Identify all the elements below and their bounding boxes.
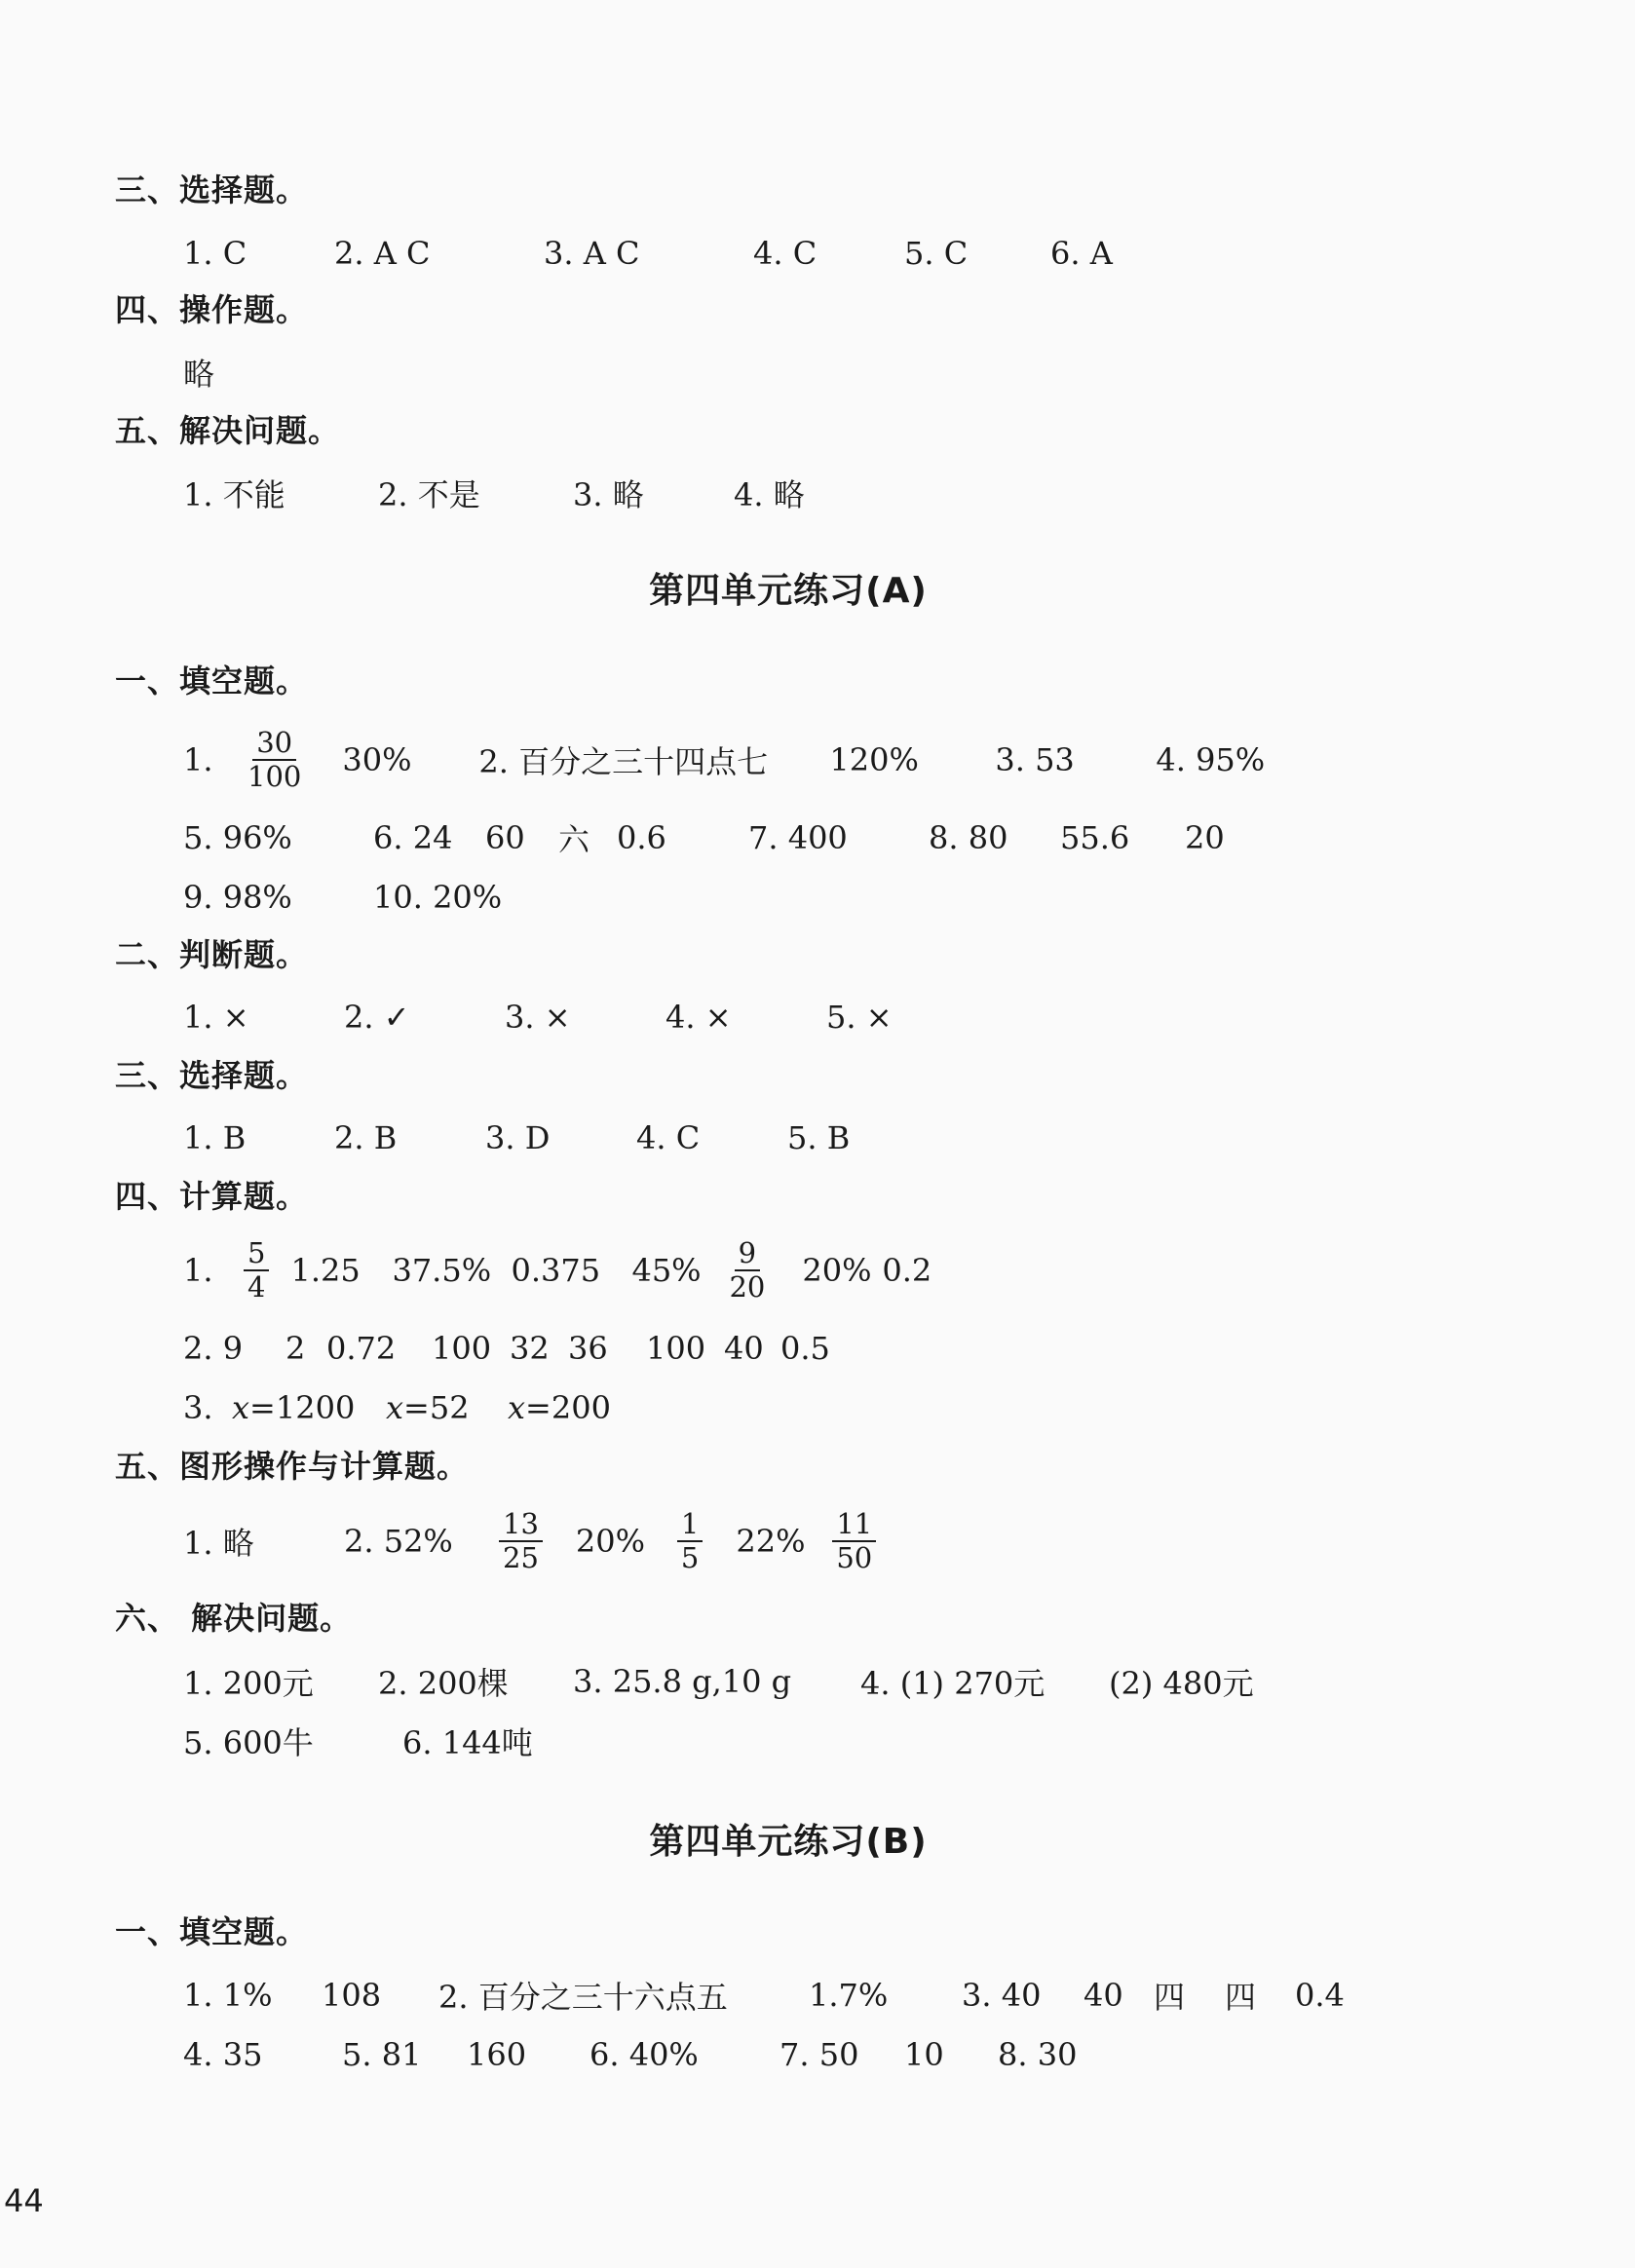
answer: 3. 略 <box>573 476 644 513</box>
answer: 6. 24 <box>373 819 453 856</box>
unit-a-calc-row-3: 3. x=1200 x=52 x=200 <box>183 1389 611 1426</box>
equation: x=1200 <box>232 1389 356 1426</box>
answer: 40 <box>724 1330 764 1367</box>
unit-a-shape-heading: 五、图形操作与计算题。 <box>115 1448 470 1485</box>
answer: 4. 35 <box>183 2036 263 2073</box>
answer: 2. 200棵 <box>378 1665 509 1702</box>
fraction: $\frac{11}{50}$ <box>832 1508 876 1575</box>
answer: 四 <box>1154 1979 1186 2016</box>
unit-b-fill-row-2 <box>183 2025 1077 2084</box>
answer: 7. 50 <box>779 2036 859 2073</box>
answer: 8. 30 <box>998 2036 1078 2073</box>
problem-answers-row <box>183 464 805 522</box>
answer: 0.2 <box>882 1252 932 1289</box>
answer: 36 <box>568 1330 608 1367</box>
answer: 1. C <box>183 235 247 272</box>
unit-a-judge-heading: 二、判断题。 <box>115 936 309 973</box>
answer: 1. 200元 <box>183 1665 314 1702</box>
answer: 4. 95% <box>1156 741 1266 778</box>
unit-a-choice-row <box>183 1109 850 1167</box>
unit-a-fill-heading: 一、填空题。 <box>115 662 309 699</box>
answer: 3. A C <box>544 235 640 272</box>
equation: x=200 <box>508 1389 611 1426</box>
answer: 55.6 <box>1060 819 1130 856</box>
answer: 10. 20% <box>373 879 503 916</box>
fraction: $\frac{5}{4}$ <box>244 1237 269 1304</box>
answer: 20% <box>575 1523 646 1560</box>
answer: 2. A C <box>334 235 431 272</box>
answer: 6. A <box>1050 235 1113 272</box>
answer: 3. × <box>505 999 571 1036</box>
unit-b-fill-heading: 一、填空题。 <box>115 1913 309 1950</box>
answer: 6. 144吨 <box>402 1724 533 1761</box>
unit-a-calc-row-2 <box>183 1319 830 1378</box>
answer: 六 <box>558 821 590 858</box>
answer: 2. B <box>334 1119 398 1156</box>
unit-a-judge-row <box>183 988 893 1046</box>
unit-a-fill-row-3 <box>183 868 502 926</box>
answer: 30% <box>342 741 412 778</box>
answer: 40 <box>1084 1977 1123 2014</box>
answer: 2. ✓ <box>344 999 410 1036</box>
answer: 160 <box>467 2036 527 2073</box>
operation-answer: 略 <box>183 356 215 393</box>
unit-a-shape-row <box>183 1506 880 1574</box>
answer: 2. 百分之三十四点七 <box>478 743 769 780</box>
answer: 108 <box>322 1977 382 2014</box>
answer: 3. 40 <box>962 1977 1042 2014</box>
answer: 5. C <box>904 235 969 272</box>
answer: 2. 9 <box>183 1330 244 1367</box>
answer: 5. 600牛 <box>183 1724 314 1761</box>
unit-b-fill-row-1 <box>183 1966 1345 2024</box>
answer: 2. 52% <box>344 1523 453 1560</box>
answer: 2. 百分之三十六点五 <box>438 1979 728 2016</box>
page-number: 44 <box>4 2182 44 2219</box>
answer: 1. 不能 <box>183 476 285 513</box>
section-heading-operation: 四、操作题。 <box>115 291 309 328</box>
answer: 6. 40% <box>589 2036 699 2073</box>
answer: 7. 400 <box>748 819 848 856</box>
unit-a-calc-row-1: 1. $\frac{5}{4}$ 1.25 37.5% 0.375 45% $\frac{9}{20}$ 20% 0.2 <box>183 1235 932 1304</box>
answer: 120% <box>829 741 919 778</box>
answer: 22% <box>736 1523 806 1560</box>
answer: 45% <box>631 1252 702 1289</box>
unit-b-title: 第四单元练习(B) <box>649 1822 928 1862</box>
answer: 5. × <box>826 999 893 1036</box>
answer: 9. 98% <box>183 879 292 916</box>
answer: 4. × <box>665 999 732 1036</box>
answer: 1.7% <box>809 1977 889 2014</box>
answer: 1. × <box>183 999 249 1036</box>
fraction: $\frac{30}{100}$ <box>247 725 302 793</box>
answer: 5. B <box>787 1119 851 1156</box>
answer: 60 <box>485 819 525 856</box>
answer: 4. C <box>753 235 818 272</box>
answer: 5. 81 <box>342 2036 422 2073</box>
answer: 3. D <box>485 1119 551 1156</box>
answer: 100 <box>646 1330 706 1367</box>
choice-answers-row <box>183 224 1113 283</box>
section-heading-problems: 五、解决问题。 <box>115 412 341 449</box>
answer: 1. 1% <box>183 1977 273 2014</box>
answer: 0.72 <box>326 1330 397 1367</box>
fraction: $\frac{9}{20}$ <box>729 1235 766 1304</box>
answer: 3. 53 <box>995 741 1075 778</box>
unit-a-title: 第四单元练习(A) <box>649 571 928 611</box>
fraction: $\frac{13}{25}$ <box>499 1508 543 1575</box>
answer: 2 <box>285 1330 306 1367</box>
equation: x=52 <box>386 1389 470 1426</box>
fraction: $\frac{1}{5}$ <box>677 1508 703 1575</box>
unit-a-problem-row-2 <box>183 1712 533 1770</box>
answer: 4. 略 <box>734 476 805 513</box>
answer: 32 <box>510 1330 550 1367</box>
answer: 20% <box>802 1252 872 1289</box>
answer: 4. C <box>636 1119 701 1156</box>
answer: 8. 80 <box>929 819 1008 856</box>
unit-a-calc-heading: 四、计算题。 <box>115 1178 309 1215</box>
answer: 1.25 <box>290 1252 361 1289</box>
answer: 0.4 <box>1295 1977 1345 2014</box>
unit-a-problem-row-1 <box>183 1652 1254 1711</box>
answer: (2) 480元 <box>1109 1665 1254 1702</box>
section-heading-choice: 三、选择题。 <box>115 171 309 208</box>
unit-a-choice-heading: 三、选择题。 <box>115 1057 309 1094</box>
unit-a-problem-heading: 六、 解决问题。 <box>115 1600 353 1637</box>
answer: 20 <box>1185 819 1225 856</box>
unit-a-fill-row-1: 1. $\frac{30}{100}$ 30% 2. 百分之三十四点七 120% 3. 53 4. 95% <box>183 725 1266 793</box>
answer: 0.375 <box>511 1252 601 1289</box>
answer: 1. B <box>183 1119 247 1156</box>
answer: 5. 96% <box>183 819 292 856</box>
answer: 0.6 <box>617 819 666 856</box>
answer: 10 <box>904 2036 944 2073</box>
answer: 100 <box>432 1330 492 1367</box>
unit-a-fill-row-2 <box>183 809 1225 867</box>
answer: 2. 不是 <box>378 476 480 513</box>
answer: 37.5% <box>392 1252 492 1289</box>
answer: 4. (1) 270元 <box>860 1665 1046 1702</box>
answer: 四 <box>1225 1979 1257 2016</box>
answer: 3. 25.8 g,10 g <box>573 1663 792 1700</box>
answer: 0.5 <box>780 1330 830 1367</box>
answer: 1. 略 <box>183 1525 254 1562</box>
